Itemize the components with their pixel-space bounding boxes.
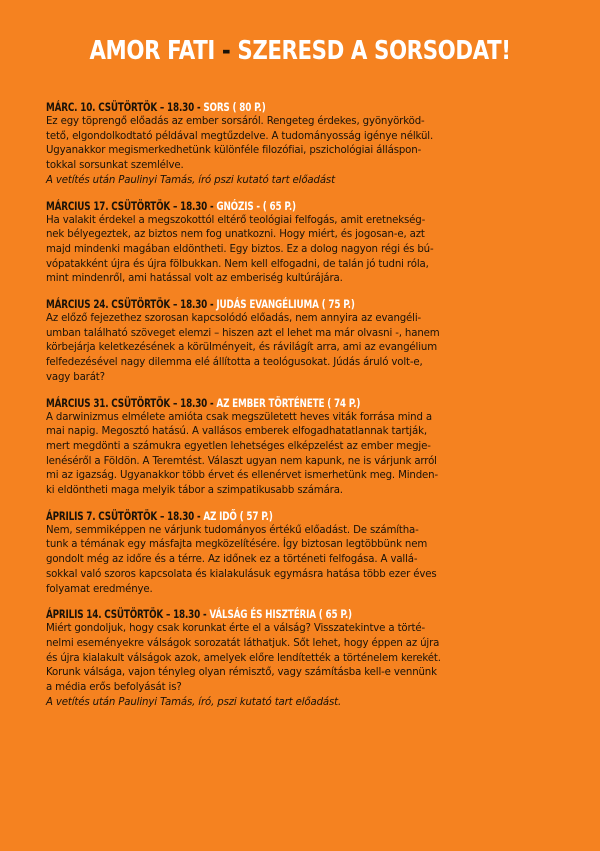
event-heading	[46, 199, 485, 214]
event-date: MÁRCIUS 24. CSÜTÖRTÖK – 18.30 -	[46, 297, 217, 312]
event-heading	[46, 100, 485, 115]
description-line: Miért gondoljuk, hogy csak korunkat érte el a válság? Visszatekintve a törté-	[46, 623, 426, 635]
description-line: majd mindenki magában eldöntheti. Egy biztos. Ez a dolog nagyon régi és bú-	[46, 243, 434, 255]
event-title: GNÓZIS - ( 65 P.)	[216, 198, 296, 213]
description-line: vagy barát?	[46, 371, 105, 383]
event-date: MÁRCIUS 17. CSÜTÖRTÖK – 18.30 -	[46, 198, 217, 213]
event-block	[46, 509, 556, 598]
event-title: AZ EMBER TÖRTÉNETE ( 74 P.)	[216, 395, 361, 410]
event-note: A vetítés után Paulinyi Tamás, író, pszi kutató tart előadást.	[46, 696, 342, 708]
description-line: Nem, semmiképpen ne várjunk tudományos értékű előadást. De számítha-	[46, 524, 419, 536]
description-line: mi az igazság. Ugyanakkor több érvet és ellenérvet ismerhetünk meg. Minden-	[46, 470, 438, 482]
description-line: Az előző fejezethez szorosan kapcsolódó előadás, nem annyira az evangéli-	[46, 313, 422, 325]
event-note: A vetítés után Paulinyi Tamás, író pszi kutató tart előadást	[46, 174, 335, 186]
description-line: gondolt még az időre és a térre. Az időnek ez a történeti felfogása. A vallá-	[46, 554, 418, 566]
description-line: ki eldöntheti maga melyik tábor a szimpatikusabb számára.	[46, 485, 343, 497]
event-block	[46, 297, 556, 386]
event-date: ÁPRILIS 7. CSÜTÖRTÖK – 18.30 -	[46, 508, 204, 523]
event-date: MÁRCIUS 31. CSÜTÖRTÖK – 18.30 -	[46, 395, 217, 410]
event-description	[46, 622, 556, 696]
title-subtitle: SZERESD A SORSODAT!	[237, 36, 511, 66]
event-description	[46, 411, 556, 499]
event-heading	[46, 297, 485, 312]
title-amor-fati: AMOR FATI	[89, 36, 215, 66]
event-title: VÁLSÁG ÉS HISZTÉRIA ( 65 P.)	[209, 607, 352, 622]
event-heading	[46, 607, 485, 622]
description-line: mai napig. Megosztó hatású. A vallásos emberek elfogadhatatlannak tartják,	[46, 426, 427, 438]
event-description	[46, 115, 556, 174]
description-line: Ugyanakkor megismerkedhetünk különféle filozófiai, pszichológiai álláspon-	[46, 145, 422, 157]
description-line: Ha valakit érdekel a megszokottól eltérő teológiai felfogás, amit eretnekség-	[46, 214, 426, 226]
title-separator: -	[214, 36, 238, 66]
event-block	[46, 199, 556, 288]
event-title: AZ IDŐ ( 57 P.)	[203, 508, 273, 523]
description-line: tokkal sorsunkat szemlélve.	[46, 160, 184, 172]
description-line: folyamat eredménye.	[46, 583, 153, 595]
event-title: JUDÁS EVANGÉLIUMA ( 75 P.)	[216, 297, 355, 312]
event-description	[46, 312, 556, 386]
description-line: Ez egy töprengő előadás az ember sorsáról. Rengeteg érdekes, gyönyörköd-	[46, 116, 425, 127]
description-line: vópatakként újra és újra fölbukkan. Nem kell elfogadni, de talán jó tudni róla,	[46, 258, 429, 270]
description-line: lenéséről a Földön. A Teremtést. Választ ugyan nem kapunk, ne is várjunk arról	[46, 455, 437, 467]
description-line: és újra kialakult válságok azok, amelyek előre lendítették a történelem kerekét.	[46, 652, 441, 664]
event-title: SORS ( 80 P.)	[203, 100, 266, 114]
description-line: nek bélyegeztek, az biztos nem fog unatkozni. Hogy miért, és jogosan-e, azt	[46, 229, 425, 241]
page-title	[54, 36, 546, 66]
event-date: MÁRC. 10. CSÜTÖRTÖK – 18.30 -	[46, 100, 204, 114]
event-date: ÁPRILIS 14. CSÜTÖRTÖK – 18.30 -	[46, 607, 210, 622]
event-block	[46, 607, 556, 710]
description-line: Korunk válsága, vajon tényleg olyan rémisztő, vagy számításba kell-e vennünk	[46, 667, 437, 679]
event-description	[46, 524, 556, 598]
description-line: sokkal való szoros kapcsolata és kialakulásuk egymásra hatása több ezer éves	[46, 568, 437, 580]
description-line: umban található szöveget elemzi – hiszen azt el lehet ma már olvasni -, hanem	[46, 327, 440, 339]
description-line: A darwinizmus elmélete amióta csak megszületett heves viták forrása mind a	[46, 411, 432, 423]
description-line: tunk a témának egy másfajta megközelítésére. Így biztosan legtöbbünk nem	[46, 539, 428, 551]
description-line: tető, elgondolkodtató példával megtűzdelve. A tudományosság igénye nélkül.	[46, 130, 434, 142]
event-heading	[46, 509, 485, 524]
description-line: felfedezésével nagy dilemma elé állította a teológusokat. Júdás áruló volt-e,	[46, 357, 423, 369]
description-line: körbejárja keletkezésének a körülményeit, és rávilágít arra, ami az evangélium	[46, 342, 437, 354]
event-heading	[46, 396, 485, 411]
event-block	[46, 396, 556, 499]
event-description	[46, 214, 556, 288]
description-line: mert megdönti a számukra egyetlen lehetséges elképzelést az ember megje-	[46, 440, 431, 452]
description-line: a média erős befolyását is?	[46, 682, 182, 694]
description-line: nelmi eseményekre válságok sorozatát láthatjuk. Sőt lehet, hogy éppen az újra	[46, 637, 440, 649]
events-list	[46, 100, 556, 721]
event-block	[46, 100, 556, 189]
description-line: mint mindenről, ami hatással volt az emberiség kultúrájára.	[46, 273, 343, 285]
